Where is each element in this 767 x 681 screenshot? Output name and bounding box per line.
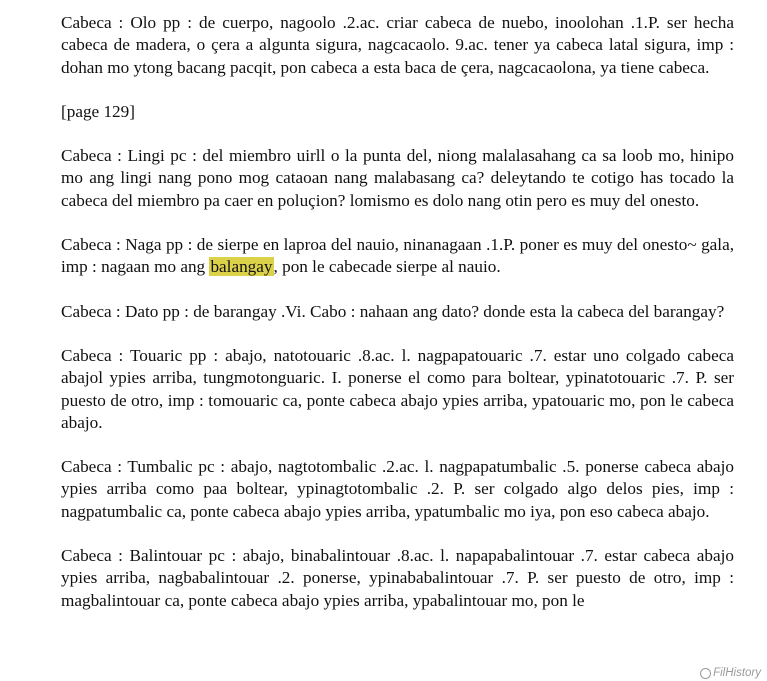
entry-cabeca-tumbalic xyxy=(61,456,734,523)
entry-text: Cabeca : Olo pp : de cuerpo, nagoolo .2.ac. criar cabeca de nuebo, inoolohan .1.P. ser hecha cabeca de madera, o çera a algunta sigura, nagcacaolo. 9.ac. tener ya cabeca latal sigura, imp : dohan mo ytong bacang pacqit, pon cabeca a esta baca de çera, nagcacaolona, ya tiene cabeca. xyxy=(61,13,734,77)
entry-cabeca-balintouar xyxy=(61,545,734,612)
entry-text: Cabeca : Touaric pp : abajo, natotouaric .8.ac. l. nagpapatouaric .7. estar uno colgado cabeca abajol ypies arriba, tungmotonguaric. I. ponerse el como para boltear, ypinatotouaric .7. P. ser puesto de otro, imp : tomouaric ca, ponte cabeca abajo ypies arriba, ypatouaric mo, pon le cabeca abajo. xyxy=(61,345,734,432)
watermark-text: FilHistory xyxy=(713,667,761,679)
watermark xyxy=(700,667,761,679)
entry-cabeca-lingi xyxy=(61,145,734,212)
entry-text: Cabeca : Balintouar pc : abajo, binabalintouar .8.ac. l. napapabalintouar .7. estar cabeca abajo ypies arriba, nagbabalintouar .2. ponerse, ypinababalintouar .7. P. ser puesto de otro, imp : magbalintouar ca, ponte cabeca abajo ypies arriba, ypabalintouar mo, pon le xyxy=(61,546,734,610)
entry-cabeca-dato xyxy=(61,301,734,323)
entry-text: Cabeca : Lingi pc : del miembro uirll o la punta del, niong malalasahang ca sa loob mo, hinipo mo ang lingi nang pono mog cataoan nang malabasang ca? deleytando te cotigo has tocado la cabeca del miembro pa caer en poluçion? lomismo es dolo nang otin pero es muy del onesto. xyxy=(61,146,734,210)
document-page xyxy=(61,12,734,634)
entry-text: , pon le cabecade sierpe al nauio. xyxy=(273,257,501,277)
page-marker xyxy=(61,101,734,123)
page-marker-text: [page 129] xyxy=(61,101,135,121)
entry-text: Cabeca : Tumbalic pc : abajo, nagtotombalic .2.ac. l. nagpapatumbalic .5. ponerse cabeca abajo ypies arriba como paa boltear, ypinagtotombalic .2. P. ser colgado algo delos pies, imp : nagpatumbalic ca, ponte cabeca abajo ypies arriba, ypatumbalic mo iya, pon eso cabeca abajo. xyxy=(61,457,734,521)
entry-cabeca-olo xyxy=(61,12,734,79)
entry-text: Cabeca : Naga pp : de sierpe en laproa del nauio, ninanagaan .1.P. poner es muy del onesto~ gala, imp : nagaan mo ang xyxy=(61,235,734,277)
entry-cabeca-touaric xyxy=(61,345,734,434)
filhistory-logo-icon xyxy=(700,668,711,679)
entry-cabeca-naga xyxy=(61,234,734,279)
highlighted-term: balangay xyxy=(210,257,273,277)
entry-text: Cabeca : Dato pp : de barangay .Vi. Cabo : nahaan ang dato? donde esta la cabeca del barangay? xyxy=(61,301,725,321)
